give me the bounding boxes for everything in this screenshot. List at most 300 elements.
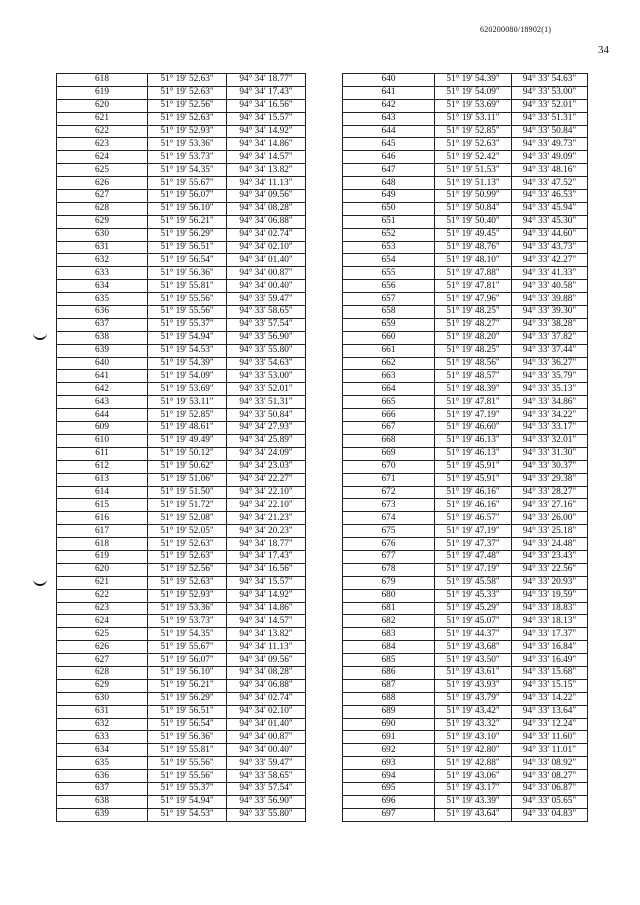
- longitude-cell: 94° 33' 08.92": [512, 757, 588, 770]
- table-row: [57, 280, 306, 293]
- point-number-cell: 624: [57, 151, 148, 164]
- latitude-cell: 51° 19' 48.20": [435, 331, 512, 344]
- longitude-cell: 94° 33' 53.00": [227, 370, 306, 383]
- latitude-cell: 51° 19' 46.16": [435, 486, 512, 499]
- point-number-cell: 621: [57, 112, 148, 125]
- point-number-cell: 676: [343, 538, 435, 551]
- latitude-cell: 51° 19' 55.67": [148, 641, 227, 654]
- table-row: [343, 808, 588, 821]
- point-number-cell: 659: [343, 318, 435, 331]
- table-row: [57, 331, 306, 344]
- table-row: [343, 138, 588, 151]
- table-row: [57, 525, 306, 538]
- longitude-cell: 94° 33' 27.16": [512, 499, 588, 512]
- latitude-cell: 51° 19' 49.49": [148, 434, 227, 447]
- longitude-cell: 94° 33' 19.59": [512, 589, 588, 602]
- latitude-cell: 51° 19' 50.84": [435, 202, 512, 215]
- point-number-cell: 622: [57, 125, 148, 138]
- point-number-cell: 626: [57, 641, 148, 654]
- longitude-cell: 94° 33' 37.82": [512, 331, 588, 344]
- point-number-cell: 619: [57, 550, 148, 563]
- point-number-cell: 697: [343, 808, 435, 821]
- latitude-cell: 51° 19' 53.11": [148, 396, 227, 409]
- table-row: [343, 538, 588, 551]
- table-row: [57, 602, 306, 615]
- table-row: [343, 563, 588, 576]
- latitude-cell: 51° 19' 55.81": [148, 280, 227, 293]
- point-number-cell: 617: [57, 525, 148, 538]
- table-row: [57, 499, 306, 512]
- latitude-cell: 51° 19' 53.11": [435, 112, 512, 125]
- latitude-cell: 51° 19' 43.06": [435, 770, 512, 783]
- point-number-cell: 662: [343, 357, 435, 370]
- table-row: [343, 331, 588, 344]
- point-number-cell: 612: [57, 460, 148, 473]
- table-row: [343, 602, 588, 615]
- table-row: [343, 744, 588, 757]
- latitude-cell: 51° 19' 48.56": [435, 357, 512, 370]
- point-number-cell: 639: [57, 808, 148, 821]
- point-number-cell: 644: [343, 125, 435, 138]
- table-row: [57, 576, 306, 589]
- latitude-cell: 51° 19' 56.10": [148, 666, 227, 679]
- point-number-cell: 627: [57, 654, 148, 667]
- point-number-cell: 632: [57, 254, 148, 267]
- table-row: [343, 318, 588, 331]
- longitude-cell: 94° 33' 15.15": [512, 679, 588, 692]
- latitude-cell: 51° 19' 48.27": [435, 318, 512, 331]
- latitude-cell: 51° 19' 52.05": [148, 525, 227, 538]
- longitude-cell: 94° 33' 47.52": [512, 177, 588, 190]
- longitude-cell: 94° 34' 17.43": [227, 86, 306, 99]
- table-row: [343, 486, 588, 499]
- point-number-cell: 685: [343, 654, 435, 667]
- coordinates-table-right: [342, 73, 588, 822]
- longitude-cell: 94° 33' 23.43": [512, 550, 588, 563]
- table-row: [343, 705, 588, 718]
- longitude-cell: 94° 34' 08.28": [227, 202, 306, 215]
- table-row: [57, 628, 306, 641]
- latitude-cell: 51° 19' 54.35": [148, 164, 227, 177]
- latitude-cell: 51° 19' 45.07": [435, 615, 512, 628]
- latitude-cell: 51° 19' 46.13": [435, 434, 512, 447]
- margin-mark: [33, 576, 47, 586]
- longitude-cell: 94° 33' 13.64": [512, 705, 588, 718]
- latitude-cell: 51° 19' 56.07": [148, 190, 227, 203]
- point-number-cell: 647: [343, 164, 435, 177]
- longitude-cell: 94° 34' 23.03": [227, 460, 306, 473]
- table-row: [57, 241, 306, 254]
- latitude-cell: 51° 19' 45.29": [435, 602, 512, 615]
- table-row: [343, 550, 588, 563]
- longitude-cell: 94° 34' 13.82": [227, 164, 306, 177]
- point-number-cell: 671: [343, 473, 435, 486]
- latitude-cell: 51° 19' 46.13": [435, 447, 512, 460]
- longitude-cell: 94° 34' 11.13": [227, 641, 306, 654]
- point-number-cell: 682: [343, 615, 435, 628]
- table-row: [57, 757, 306, 770]
- point-number-cell: 664: [343, 383, 435, 396]
- longitude-cell: 94° 33' 11.01": [512, 744, 588, 757]
- latitude-cell: 51° 19' 47.81": [435, 280, 512, 293]
- coordinates-table-left: [56, 73, 306, 822]
- latitude-cell: 51° 19' 56.54": [148, 254, 227, 267]
- longitude-cell: 94° 34' 22.27": [227, 473, 306, 486]
- table-row: [57, 357, 306, 370]
- latitude-cell: 51° 19' 51.13": [435, 177, 512, 190]
- table-row: [343, 357, 588, 370]
- point-number-cell: 628: [57, 202, 148, 215]
- latitude-cell: 51° 19' 43.79": [435, 692, 512, 705]
- table-row: [343, 525, 588, 538]
- longitude-cell: 94° 33' 25.18": [512, 525, 588, 538]
- table-row: [343, 409, 588, 422]
- point-number-cell: 670: [343, 460, 435, 473]
- point-number-cell: 669: [343, 447, 435, 460]
- longitude-cell: 94° 33' 12.24": [512, 718, 588, 731]
- longitude-cell: 94° 34' 02.74": [227, 228, 306, 241]
- latitude-cell: 51° 19' 47.19": [435, 563, 512, 576]
- table-row: [343, 293, 588, 306]
- table-row: [343, 383, 588, 396]
- longitude-cell: 94° 33' 16.49": [512, 654, 588, 667]
- table-row: [57, 125, 306, 138]
- latitude-cell: 51° 19' 52.93": [148, 125, 227, 138]
- latitude-cell: 51° 19' 52.08": [148, 512, 227, 525]
- longitude-cell: 94° 34' 02.10": [227, 241, 306, 254]
- table-row: [57, 293, 306, 306]
- latitude-cell: 51° 19' 53.69": [148, 383, 227, 396]
- longitude-cell: 94° 33' 28.27": [512, 486, 588, 499]
- latitude-cell: 51° 19' 54.39": [435, 74, 512, 87]
- table-row: [343, 654, 588, 667]
- margin-mark: [33, 330, 47, 340]
- latitude-cell: 51° 19' 56.29": [148, 228, 227, 241]
- point-number-cell: 618: [57, 74, 148, 87]
- table-row: [57, 215, 306, 228]
- longitude-cell: 94° 34' 14.57": [227, 151, 306, 164]
- table-row: [343, 615, 588, 628]
- longitude-cell: 94° 33' 31.30": [512, 447, 588, 460]
- point-number-cell: 611: [57, 447, 148, 460]
- point-number-cell: 668: [343, 434, 435, 447]
- table-row: [57, 666, 306, 679]
- point-number-cell: 655: [343, 267, 435, 280]
- table-row: [57, 550, 306, 563]
- longitude-cell: 94° 33' 44.60": [512, 228, 588, 241]
- longitude-cell: 94° 33' 45.94": [512, 202, 588, 215]
- latitude-cell: 51° 19' 48.39": [435, 383, 512, 396]
- longitude-cell: 94° 34' 06.88": [227, 215, 306, 228]
- latitude-cell: 51° 19' 54.94": [148, 331, 227, 344]
- point-number-cell: 683: [343, 628, 435, 641]
- table-row: [57, 615, 306, 628]
- table-row: [343, 99, 588, 112]
- point-number-cell: 640: [343, 74, 435, 87]
- longitude-cell: 94° 34' 25.89": [227, 434, 306, 447]
- point-number-cell: 687: [343, 679, 435, 692]
- table-row: [343, 112, 588, 125]
- table-row: [343, 215, 588, 228]
- table-row: [343, 757, 588, 770]
- table-row: [343, 74, 588, 87]
- longitude-cell: 94° 34' 01.40": [227, 254, 306, 267]
- table-row: [343, 460, 588, 473]
- latitude-cell: 51° 19' 48.25": [435, 306, 512, 319]
- table-row: [343, 576, 588, 589]
- latitude-cell: 51° 19' 52.63": [148, 576, 227, 589]
- longitude-cell: 94° 34' 14.92": [227, 589, 306, 602]
- latitude-cell: 51° 19' 47.19": [435, 409, 512, 422]
- point-number-cell: 643: [57, 396, 148, 409]
- latitude-cell: 51° 19' 45.91": [435, 473, 512, 486]
- table-row: [343, 86, 588, 99]
- point-number-cell: 695: [343, 782, 435, 795]
- longitude-cell: 94° 33' 14.22": [512, 692, 588, 705]
- latitude-cell: 51° 19' 43.93": [435, 679, 512, 692]
- longitude-cell: 94° 33' 49.73": [512, 138, 588, 151]
- latitude-cell: 51° 19' 54.53": [148, 344, 227, 357]
- point-number-cell: 657: [343, 293, 435, 306]
- longitude-cell: 94° 33' 40.58": [512, 280, 588, 293]
- latitude-cell: 51° 19' 43.39": [435, 795, 512, 808]
- longitude-cell: 94° 34' 15.57": [227, 112, 306, 125]
- point-number-cell: 631: [57, 705, 148, 718]
- longitude-cell: 94° 34' 21.23": [227, 512, 306, 525]
- table-row: [57, 99, 306, 112]
- latitude-cell: 51° 19' 43.17": [435, 782, 512, 795]
- table-row: [343, 447, 588, 460]
- longitude-cell: 94° 33' 30.37": [512, 460, 588, 473]
- latitude-cell: 51° 19' 55.56": [148, 293, 227, 306]
- table-row: [57, 731, 306, 744]
- point-number-cell: 627: [57, 190, 148, 203]
- point-number-cell: 618: [57, 538, 148, 551]
- latitude-cell: 51° 19' 47.81": [435, 396, 512, 409]
- table-row: [343, 254, 588, 267]
- latitude-cell: 51° 19' 53.36": [148, 602, 227, 615]
- table-row: [343, 190, 588, 203]
- longitude-cell: 94° 33' 08.27": [512, 770, 588, 783]
- longitude-cell: 94° 33' 22.56": [512, 563, 588, 576]
- latitude-cell: 51° 19' 51.72": [148, 499, 227, 512]
- table-row: [57, 151, 306, 164]
- latitude-cell: 51° 19' 51.53": [435, 164, 512, 177]
- point-number-cell: 666: [343, 409, 435, 422]
- point-number-cell: 642: [57, 383, 148, 396]
- table-row: [57, 254, 306, 267]
- longitude-cell: 94° 33' 59.47": [227, 757, 306, 770]
- latitude-cell: 51° 19' 48.76": [435, 241, 512, 254]
- latitude-cell: 51° 19' 56.51": [148, 241, 227, 254]
- longitude-cell: 94° 33' 54.63": [227, 357, 306, 370]
- table-row: [343, 177, 588, 190]
- point-number-cell: 637: [57, 782, 148, 795]
- latitude-cell: 51° 19' 54.94": [148, 795, 227, 808]
- latitude-cell: 51° 19' 55.56": [148, 770, 227, 783]
- point-number-cell: 638: [57, 795, 148, 808]
- table-row: [343, 499, 588, 512]
- latitude-cell: 51° 19' 46.60": [435, 422, 512, 435]
- longitude-cell: 94° 33' 39.88": [512, 293, 588, 306]
- longitude-cell: 94° 33' 04.83": [512, 808, 588, 821]
- longitude-cell: 94° 34' 02.74": [227, 692, 306, 705]
- point-number-cell: 652: [343, 228, 435, 241]
- longitude-cell: 94° 33' 49.09": [512, 151, 588, 164]
- point-number-cell: 640: [57, 357, 148, 370]
- latitude-cell: 51° 19' 56.07": [148, 654, 227, 667]
- longitude-cell: 94° 33' 35.13": [512, 383, 588, 396]
- latitude-cell: 51° 19' 52.63": [148, 538, 227, 551]
- latitude-cell: 51° 19' 54.53": [148, 808, 227, 821]
- longitude-cell: 94° 33' 33.17": [512, 422, 588, 435]
- table-row: [57, 138, 306, 151]
- table-row: [343, 202, 588, 215]
- table-row: [343, 370, 588, 383]
- table-row: [57, 86, 306, 99]
- table-row: [343, 589, 588, 602]
- point-number-cell: 634: [57, 744, 148, 757]
- longitude-cell: 94° 33' 41.33": [512, 267, 588, 280]
- point-number-cell: 641: [57, 370, 148, 383]
- latitude-cell: 51° 19' 52.85": [435, 125, 512, 138]
- longitude-cell: 94° 34' 14.86": [227, 602, 306, 615]
- table-row: [57, 795, 306, 808]
- table-row: [57, 460, 306, 473]
- longitude-cell: 94° 33' 11.60": [512, 731, 588, 744]
- longitude-cell: 94° 34' 14.57": [227, 615, 306, 628]
- latitude-cell: 51° 19' 52.42": [435, 151, 512, 164]
- longitude-cell: 94° 34' 14.92": [227, 125, 306, 138]
- longitude-cell: 94° 33' 58.65": [227, 306, 306, 319]
- table-row: [57, 512, 306, 525]
- latitude-cell: 51° 19' 47.88": [435, 267, 512, 280]
- latitude-cell: 51° 19' 42.80": [435, 744, 512, 757]
- latitude-cell: 51° 19' 55.67": [148, 177, 227, 190]
- table-row: [57, 770, 306, 783]
- table-row: [343, 280, 588, 293]
- point-number-cell: 610: [57, 434, 148, 447]
- point-number-cell: 686: [343, 666, 435, 679]
- latitude-cell: 51° 19' 43.42": [435, 705, 512, 718]
- point-number-cell: 620: [57, 99, 148, 112]
- longitude-cell: 94° 33' 29.38": [512, 473, 588, 486]
- point-number-cell: 677: [343, 550, 435, 563]
- point-number-cell: 615: [57, 499, 148, 512]
- longitude-cell: 94° 34' 13.82": [227, 628, 306, 641]
- table-row: [57, 318, 306, 331]
- point-number-cell: 635: [57, 293, 148, 306]
- longitude-cell: 94° 33' 36.27": [512, 357, 588, 370]
- longitude-cell: 94° 33' 55.80": [227, 344, 306, 357]
- latitude-cell: 51° 19' 46.57": [435, 512, 512, 525]
- latitude-cell: 51° 19' 54.09": [435, 86, 512, 99]
- latitude-cell: 51° 19' 52.56": [148, 563, 227, 576]
- latitude-cell: 51° 19' 56.21": [148, 215, 227, 228]
- table-row: [343, 692, 588, 705]
- point-number-cell: 636: [57, 306, 148, 319]
- table-row: [343, 473, 588, 486]
- table-row: [57, 177, 306, 190]
- longitude-cell: 94° 34' 09.56": [227, 190, 306, 203]
- latitude-cell: 51° 19' 55.56": [148, 306, 227, 319]
- table-row: [57, 190, 306, 203]
- point-number-cell: 680: [343, 589, 435, 602]
- point-number-cell: 675: [343, 525, 435, 538]
- point-number-cell: 643: [343, 112, 435, 125]
- point-number-cell: 672: [343, 486, 435, 499]
- latitude-cell: 51° 19' 51.06": [148, 473, 227, 486]
- longitude-cell: 94° 33' 42.27": [512, 254, 588, 267]
- latitude-cell: 51° 19' 48.57": [435, 370, 512, 383]
- longitude-cell: 94° 33' 56.90": [227, 331, 306, 344]
- longitude-cell: 94° 34' 16.56": [227, 563, 306, 576]
- longitude-cell: 94° 33' 58.65": [227, 770, 306, 783]
- document-id: 620200080/18902(1): [480, 25, 552, 34]
- latitude-cell: 51° 19' 43.50": [435, 654, 512, 667]
- longitude-cell: 94° 33' 51.31": [227, 396, 306, 409]
- longitude-cell: 94° 34' 18.77": [227, 74, 306, 87]
- point-number-cell: 626: [57, 177, 148, 190]
- longitude-cell: 94° 34' 00.40": [227, 280, 306, 293]
- longitude-cell: 94° 33' 34.22": [512, 409, 588, 422]
- latitude-cell: 51° 19' 48.61": [148, 422, 227, 435]
- latitude-cell: 51° 19' 47.37": [435, 538, 512, 551]
- table-row: [57, 306, 306, 319]
- point-number-cell: 630: [57, 228, 148, 241]
- table-row: [57, 641, 306, 654]
- latitude-cell: 51° 19' 43.32": [435, 718, 512, 731]
- point-number-cell: 624: [57, 615, 148, 628]
- table-row: [57, 782, 306, 795]
- latitude-cell: 51° 19' 55.56": [148, 757, 227, 770]
- table-row: [343, 241, 588, 254]
- latitude-cell: 51° 19' 56.51": [148, 705, 227, 718]
- point-number-cell: 638: [57, 331, 148, 344]
- point-number-cell: 648: [343, 177, 435, 190]
- latitude-cell: 51° 19' 52.63": [148, 74, 227, 87]
- table-row: [57, 422, 306, 435]
- latitude-cell: 51° 19' 54.09": [148, 370, 227, 383]
- longitude-cell: 94° 34' 15.57": [227, 576, 306, 589]
- latitude-cell: 51° 19' 56.36": [148, 731, 227, 744]
- latitude-cell: 51° 19' 50.12": [148, 447, 227, 460]
- table-row: [57, 228, 306, 241]
- table-row: [343, 641, 588, 654]
- longitude-cell: 94° 33' 57.54": [227, 318, 306, 331]
- longitude-cell: 94° 33' 52.01": [512, 99, 588, 112]
- table-row: [57, 267, 306, 280]
- point-number-cell: 616: [57, 512, 148, 525]
- table-row: [57, 679, 306, 692]
- longitude-cell: 94° 34' 09.56": [227, 654, 306, 667]
- latitude-cell: 51° 19' 56.29": [148, 692, 227, 705]
- point-number-cell: 658: [343, 306, 435, 319]
- point-number-cell: 678: [343, 563, 435, 576]
- longitude-cell: 94° 34' 22.10": [227, 499, 306, 512]
- longitude-cell: 94° 34' 14.86": [227, 138, 306, 151]
- point-number-cell: 690: [343, 718, 435, 731]
- point-number-cell: 629: [57, 679, 148, 692]
- latitude-cell: 51° 19' 55.37": [148, 782, 227, 795]
- point-number-cell: 694: [343, 770, 435, 783]
- table-row: [343, 422, 588, 435]
- longitude-cell: 94° 33' 24.48": [512, 538, 588, 551]
- table-row: [343, 666, 588, 679]
- longitude-cell: 94° 33' 53.00": [512, 86, 588, 99]
- longitude-cell: 94° 33' 48.16": [512, 164, 588, 177]
- table-row: [57, 74, 306, 87]
